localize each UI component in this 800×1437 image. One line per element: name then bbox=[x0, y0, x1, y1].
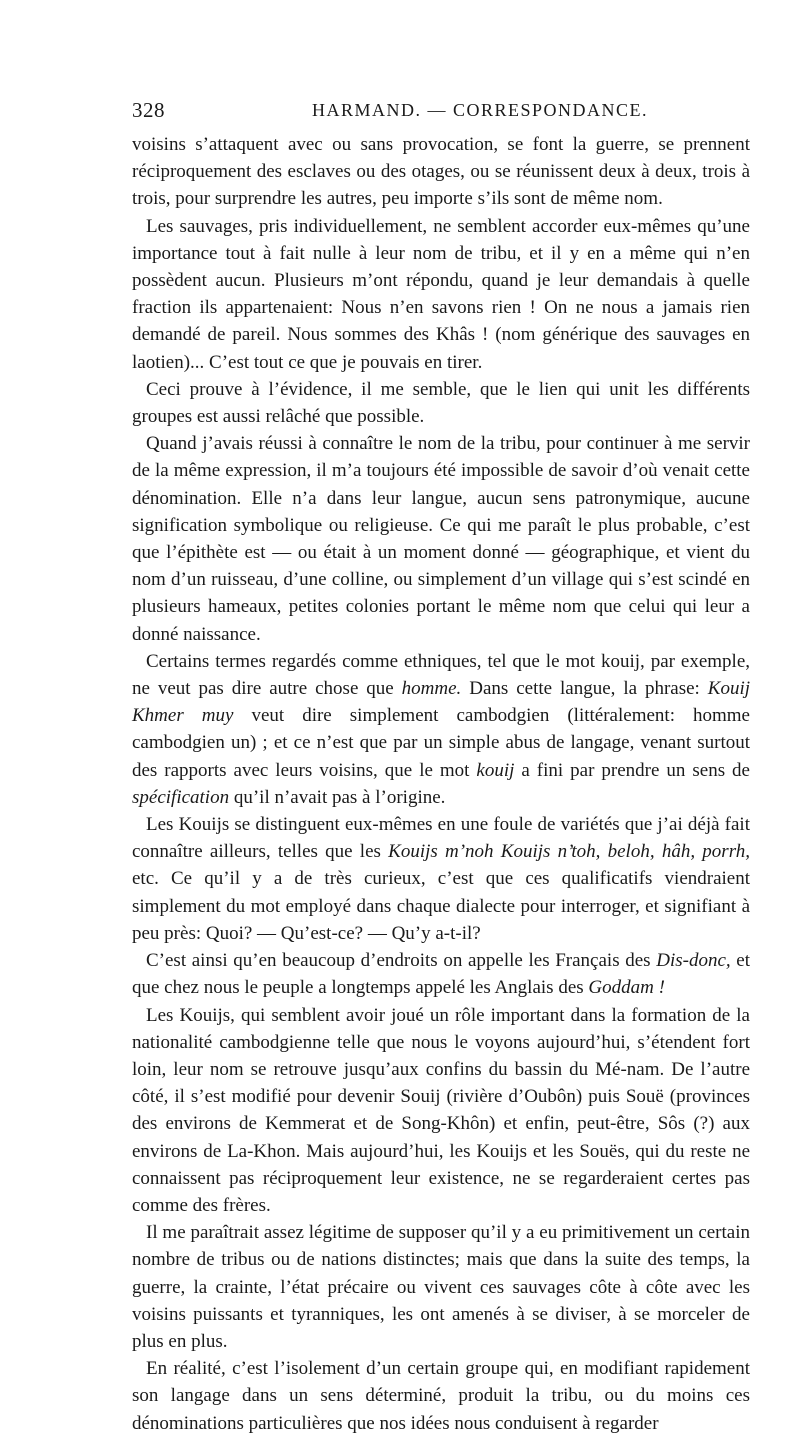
text-run: Quand j’avais réussi à connaître le nom de la tribu, pour continuer à me servir de la même expression, il m’a toujours été impossible de savoir d’où venait cette dénomination. Elle n’a dans leur langue, aucun sens patronymique, aucune signification symbolique ou religieuse. Ce qui me paraît le plus probable, c’est que l’épithète est — ou était à un moment donné — géographique, et vient du nom d’un ruisseau, d’une colline, ou simplement d’un village qui s’est scindé en plusieurs hameaux, petites colonies portant le même nom que celui qui leur a donné naissance. bbox=[132, 433, 750, 645]
text-run: Ceci prouve à l’évidence, il me semble, que le lien qui unit les différents groupes est aussi relâché que possible. bbox=[132, 378, 750, 428]
italic-text: Goddam ! bbox=[588, 977, 665, 999]
paragraph bbox=[132, 648, 750, 811]
italic-text: homme. bbox=[401, 678, 462, 700]
italic-text: spécification bbox=[132, 786, 230, 808]
paragraph bbox=[132, 1002, 750, 1220]
text-run: et que chez nous le peuple a longtemps appelé les Anglais des bbox=[132, 950, 751, 999]
italic-text: kouij bbox=[476, 759, 515, 781]
paragraph bbox=[132, 131, 750, 213]
body-text bbox=[132, 131, 750, 1437]
paragraph bbox=[132, 430, 750, 648]
text-run: Les Kouijs se distinguent eux-mêmes en une foule de variétés que j’ai déjà fait connaître ailleurs, telles que les bbox=[132, 814, 750, 863]
text-run: qu’il n’avait pas à l’origine. bbox=[229, 786, 446, 808]
paragraph bbox=[132, 213, 750, 376]
text-run: veut dire simplement cambodgien (littéralement: homme cambodgien un) ; et ce n’est que par un simple abus de langage, venant surtout des rapports avec leurs voisins, que le mot bbox=[132, 705, 750, 781]
text-run: En réalité, c’est l’isolement d’un certain groupe qui, en modifiant rapidement son langage dans un sens déterminé, produit la tribu, ou du moins ces dénominations particulières que nos idées nous conduisent à regarder bbox=[132, 1358, 750, 1434]
paragraph bbox=[132, 1219, 750, 1355]
running-header bbox=[132, 98, 752, 128]
text-run: C’est ainsi qu’en beaucoup d’endroits on appelle les Français des bbox=[146, 950, 657, 972]
text-run: Certains termes regardés comme ethniques, tel que le mot kouij, par exemple, ne veut pas dire autre chose que bbox=[132, 650, 750, 700]
text-run: Il me paraîtrait assez légitime de supposer qu’il y a eu primitivement un certain nombre de tribus ou de nations distinctes; mais que dans la suite des temps, la guerre, la crainte, l’état précaire ou vivent ces sauvages côte à côte avec les voisins puissants et tyranniques, les ont amenés à se diviser, à se morceler de plus en plus. bbox=[132, 1222, 750, 1352]
text-run: voisins s’attaquent avec ou sans provocation, se font la guerre, se prennent réciproquement des esclaves ou des otages, ou se réunissent deux à deux, trois à trois, pour surprendre les autres, peu importe s’ils sont de même nom. bbox=[132, 134, 750, 210]
text-run: Les Kouijs, qui semblent avoir joué un rôle important dans la formation de la nationalité cambodgienne telle que nous le voyons aujourd’hui, s’étendent fort loin, leur nom se retrouve jusqu’aux confins du bassin du Mé-nam. De l’autre côté, il s’est modifié pour devenir Souij (rivière d’Oubôn) puis Souë (provinces des environs de Kemmerat et de Song-Khôn) et enfin, peut-être, Sôs (?) aux environs de La-Khon. Mais aujourd’hui, les Kouijs et les Souës, qui du reste ne connaissent pas réciproquement leur existence, ne se regarderaient certes pas comme des frères. bbox=[132, 1004, 750, 1216]
paragraph bbox=[132, 811, 750, 947]
running-title: HARMAND. — CORRESPONDANCE. bbox=[312, 100, 649, 120]
paragraph bbox=[132, 1355, 750, 1437]
page-number: 328 bbox=[132, 98, 165, 122]
text-run: etc. Ce qu’il y a de très curieux, c’est que ces qualificatifs viendraient simplement du mot employé dans chaque dialecte pour interroger, et signifiant à peu près: Quoi? — Qu’est-ce? — Qu’y a-t-il? bbox=[132, 868, 750, 944]
italic-text: Kouij Khmer muy bbox=[132, 678, 750, 727]
text-run: Les sauvages, pris individuellement, ne semblent accorder eux-mêmes qu’une importance tout à fait nulle à leur nom de tribu, et il y en a même qui n’en possèdent aucun. Plusieurs m’ont répondu, quand je leur demandais à quelle fraction ils appartenaient: Nous n’en savons rien ! On ne nous a jamais rien demandé de pareil. Nous sommes des Khâs ! (nom générique des sauvages en laotien)... C’est tout ce que je pouvais en tirer. bbox=[132, 215, 750, 373]
text-run: Dans cette langue, la phrase: bbox=[461, 678, 708, 700]
paragraph bbox=[132, 947, 750, 1001]
italic-text: Kouijs m’noh Kouijs n’toh, beloh, hâh, porrh, bbox=[388, 841, 750, 863]
italic-text: Dis-donc, bbox=[656, 950, 731, 972]
paragraph bbox=[132, 376, 750, 430]
text-run: a fini par prendre un sens de bbox=[514, 759, 750, 781]
